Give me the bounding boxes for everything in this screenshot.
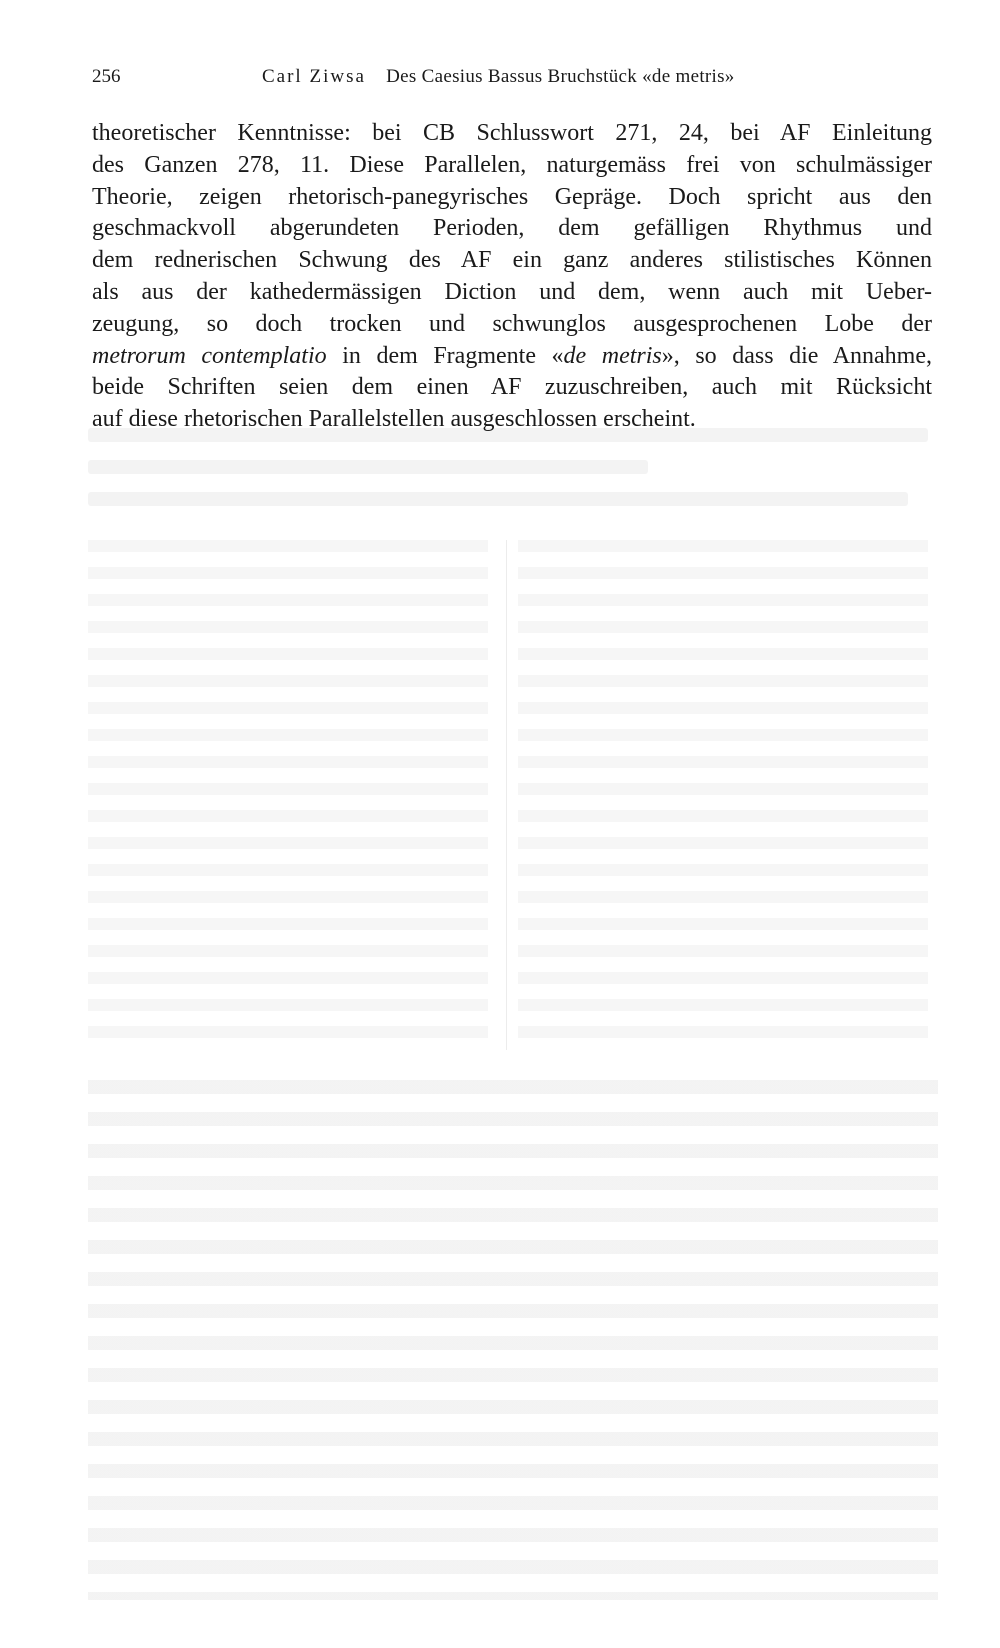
running-head-spacer bbox=[371, 66, 381, 87]
running-head-author: Carl Ziwsa bbox=[262, 66, 366, 87]
running-head bbox=[262, 62, 735, 92]
text-line: beide Schriften seien dem einen AF zuzuschreiben, auch mit Rücksicht bbox=[92, 374, 932, 401]
bleed-block bbox=[88, 1080, 938, 1600]
text-line: geschmackvoll abgerundeten Perioden, dem gefälligen Rhythmus und bbox=[92, 215, 932, 242]
page-number: 256 bbox=[92, 66, 121, 87]
bleed-line bbox=[88, 460, 648, 474]
running-head-title: Des Caesius Bassus Bruchstück «de metris» bbox=[386, 66, 735, 87]
text-line: des Ganzen 278, 11. Diese Parallelen, naturgemäss frei von schulmässiger bbox=[92, 151, 932, 178]
show-through-texture bbox=[88, 420, 938, 1620]
italic-term: metrorum contemplatio bbox=[92, 342, 327, 369]
text-line: theoretischer Kenntnisse: bei CB Schlusswort 271, 24, bei AF Einleitung bbox=[92, 120, 932, 146]
bleed-column bbox=[88, 540, 488, 1050]
text-line: Theorie, zeigen rhetorisch-panegyrisches Gepräge. Doch spricht aus den bbox=[92, 183, 932, 210]
body-paragraph bbox=[92, 118, 932, 436]
text-fragment: in dem Fragmente « bbox=[326, 342, 564, 369]
text-line: als aus der kathedermässigen Diction und dem, wenn auch mit Ueber- bbox=[92, 278, 932, 305]
bleed-divider bbox=[506, 540, 507, 1050]
text-line: dem rednerischen Schwung des AF ein ganz anderes stilistisches Können bbox=[92, 247, 932, 274]
bleed-column bbox=[518, 540, 928, 1050]
bleed-line bbox=[88, 492, 908, 506]
page-header bbox=[92, 62, 932, 92]
text-line: zeugung, so doch trocken und schwunglos ausgesprochenen Lobe der bbox=[92, 310, 932, 337]
text-line: auf diese rhetorischen Parallelstellen ausgeschlossen erscheint. bbox=[92, 406, 696, 433]
text-fragment: », so dass die Annahme, bbox=[661, 342, 932, 369]
italic-title: de metris bbox=[563, 342, 662, 369]
text-line-mixed bbox=[92, 341, 932, 373]
